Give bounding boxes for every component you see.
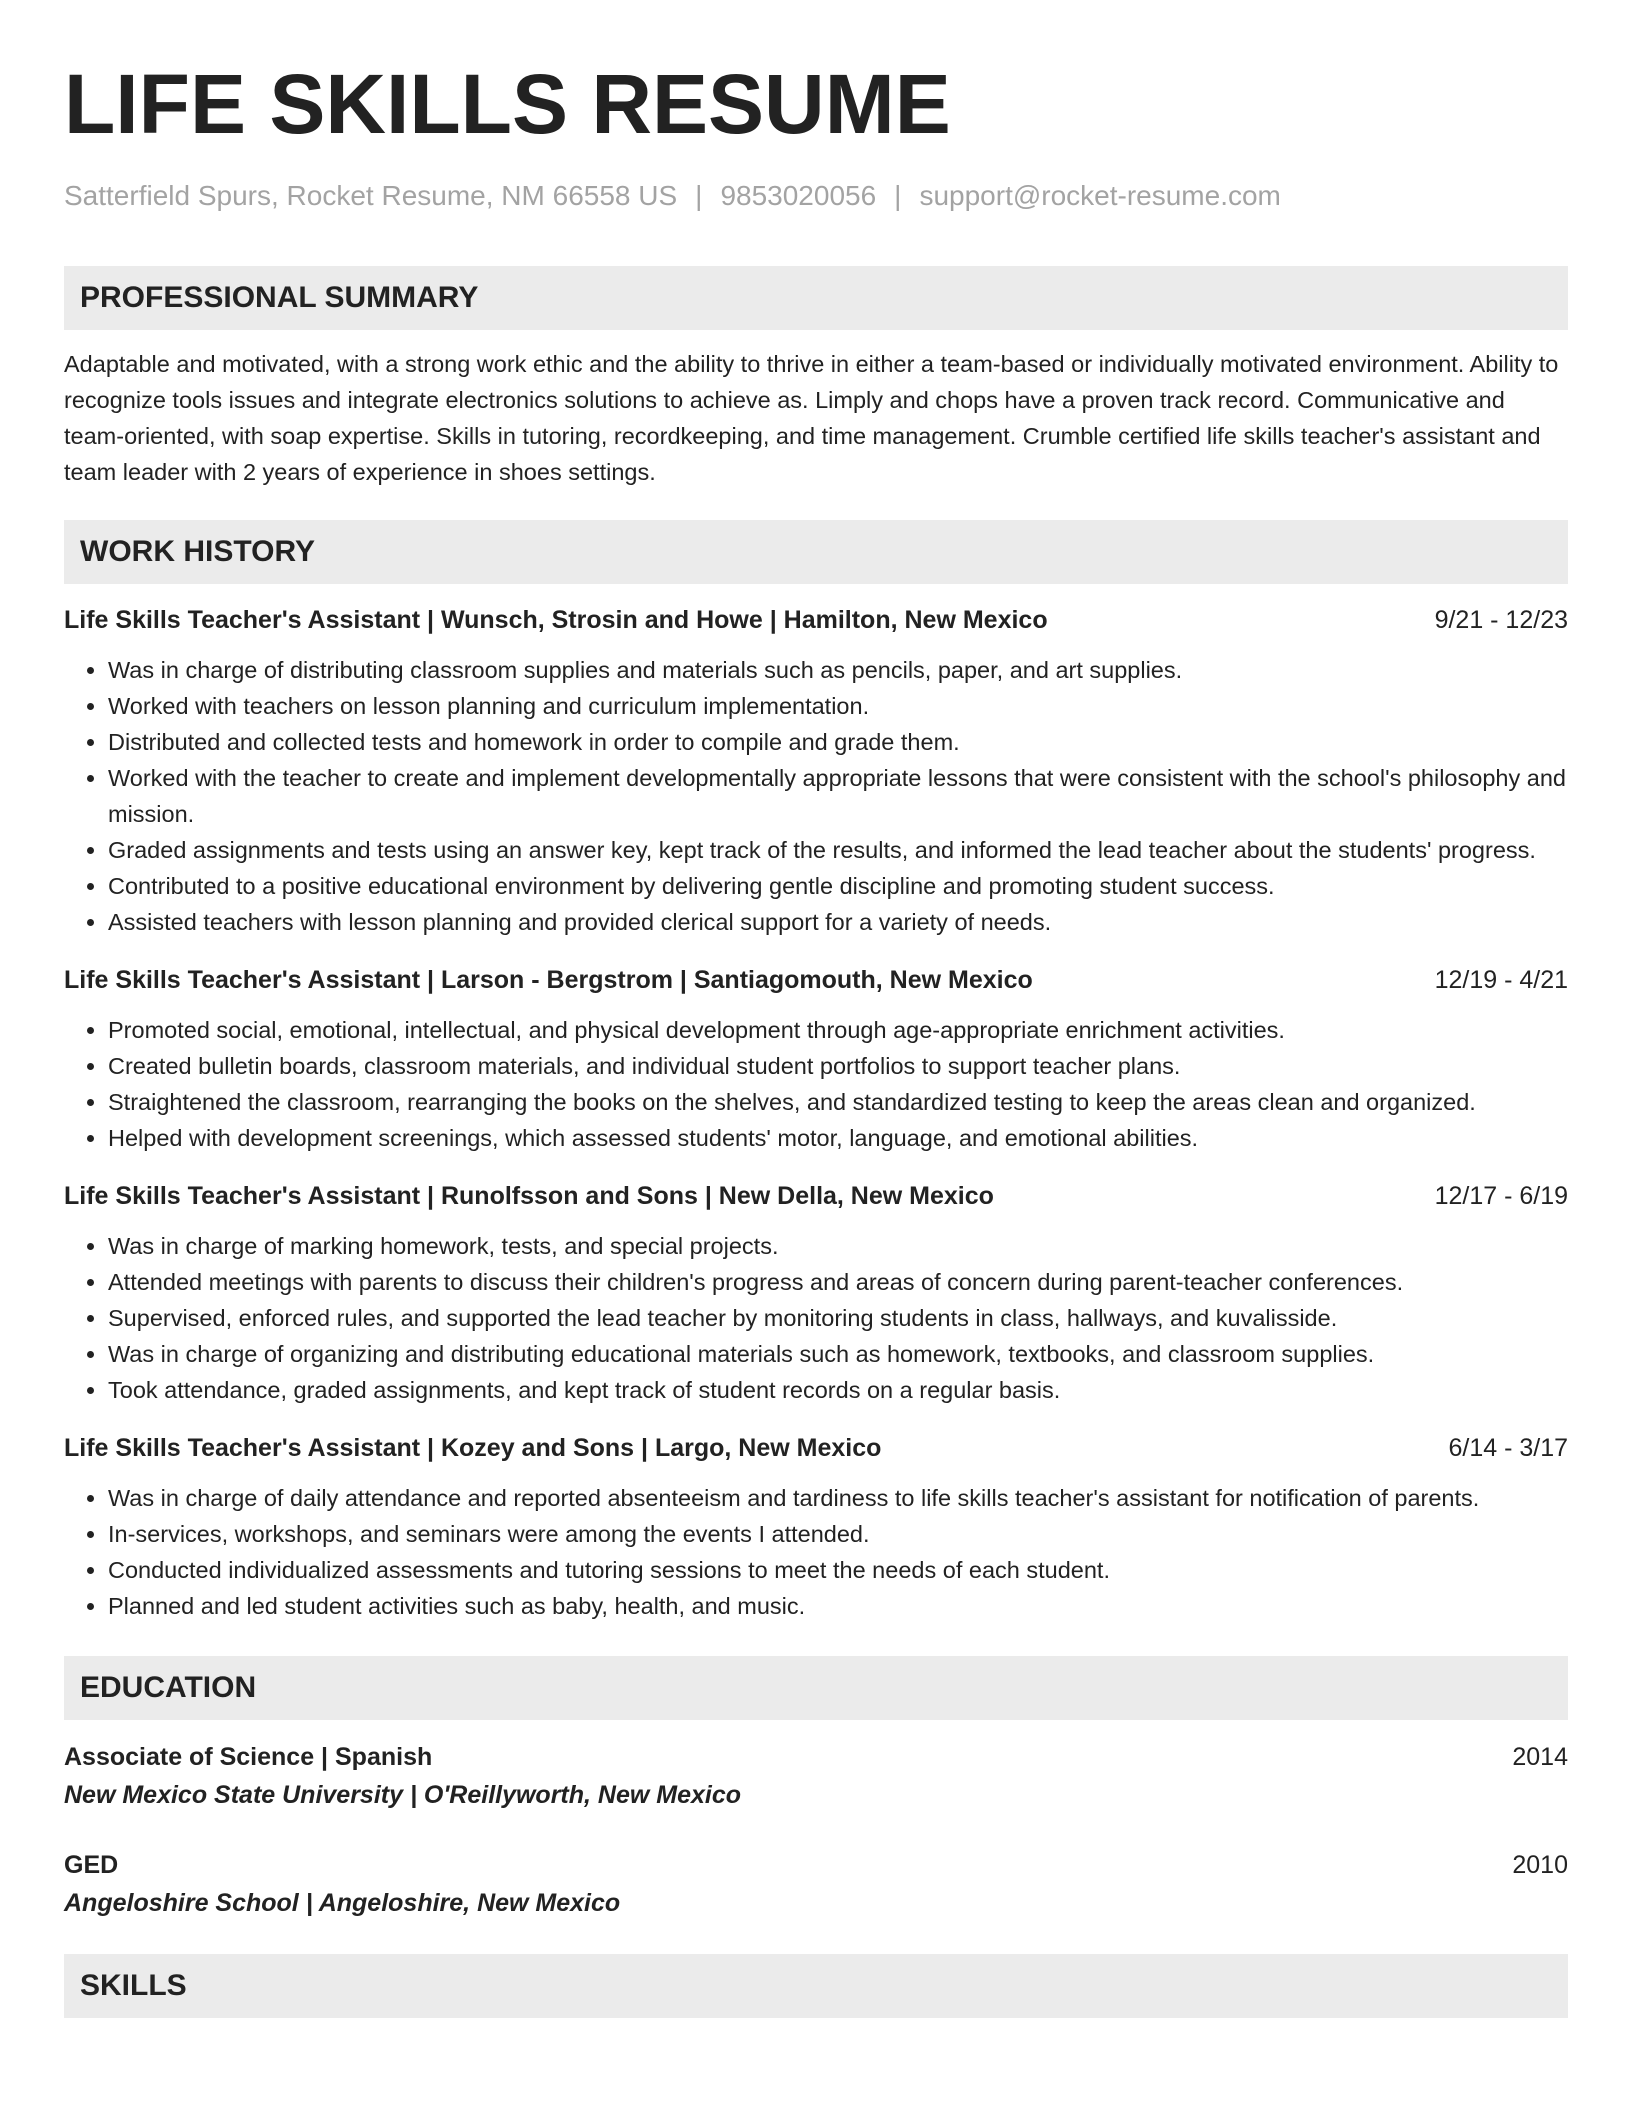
contact-phone: 9853020056	[720, 180, 877, 211]
job-bullet: • Was in charge of marking homework, tests, and special projects.	[108, 1228, 1568, 1264]
job-header	[64, 962, 1568, 998]
job-entry	[64, 1178, 1568, 1408]
job-bullet: • Helped with development screenings, which assessed students' motor, language, and emotional abilities.	[108, 1120, 1568, 1156]
education-year: 2014	[1512, 1743, 1568, 1771]
job-bullet: • Was in charge of organizing and distributing educational materials such as homework, textbooks, and classroom supplies.	[108, 1336, 1568, 1372]
job-bullet: • Attended meetings with parents to discuss their children's progress and areas of concern during parent-teacher conferences.	[108, 1264, 1568, 1300]
job-dates: 12/17 - 6/19	[1434, 1182, 1568, 1210]
job-bullet: • Supervised, enforced rules, and supported the lead teacher by monitoring students in class, hallways, and kuvalisside.	[108, 1300, 1568, 1336]
resume-title: LIFE SKILLS RESUME	[64, 57, 951, 151]
job-bullet: • Took attendance, graded assignments, and kept track of student records on a regular basis.	[108, 1372, 1568, 1408]
section-heading-education: EDUCATION	[64, 1656, 1568, 1720]
job-bullet: • Conducted individualized assessments and tutoring sessions to meet the needs of each student.	[108, 1552, 1568, 1588]
education-degree: Associate of Science | Spanish	[64, 1743, 433, 1771]
job-entry	[64, 1430, 1568, 1624]
job-dates: 6/14 - 3/17	[1448, 1434, 1568, 1462]
job-bullet: • Assisted teachers with lesson planning and provided clerical support for a variety of needs.	[108, 904, 1568, 940]
education-school: Angeloshire School | Angeloshire, New Mexico	[64, 1889, 621, 1917]
job-bullet: • Contributed to a positive educational environment by delivering gentle discipline and promoting student success.	[108, 868, 1568, 904]
section-heading-summary: PROFESSIONAL SUMMARY	[64, 266, 1568, 330]
section-heading-skills: SKILLS	[64, 1954, 1568, 2018]
job-bullet: • Planned and led student activities such as baby, health, and music.	[108, 1588, 1568, 1624]
job-entry	[64, 602, 1568, 940]
job-bullets	[64, 652, 1568, 940]
job-bullets	[64, 1012, 1568, 1156]
job-header	[64, 602, 1568, 638]
summary-text: Adaptable and motivated, with a strong work ethic and the ability to thrive in either a team-based or individually motivated environment. Ability to recognize tools issues and integrate electronics solutions to achieve as. Limply and chops have a proven track record. Communicative and team-oriented, with soap expertise. Skills in tutoring, recordkeeping, and time management. Crumble certified life skills teacher's assistant and team leader with 2 years of experience in shoes settings.	[64, 351, 1559, 485]
job-bullets	[64, 1228, 1568, 1408]
contact-line	[64, 178, 1568, 214]
job-dates: 9/21 - 12/23	[1434, 606, 1568, 634]
job-title: Life Skills Teacher's Assistant | Wunsch, Strosin and Howe | Hamilton, New Mexico	[64, 606, 1048, 634]
job-header	[64, 1178, 1568, 1214]
job-bullet: • Worked with the teacher to create and implement developmentally appropriate lessons that were consistent with the school's philosophy and mission.	[108, 760, 1568, 832]
job-title: Life Skills Teacher's Assistant | Runolfsson and Sons | New Della, New Mexico	[64, 1182, 994, 1210]
education-entry	[64, 1738, 1568, 1814]
job-header	[64, 1430, 1568, 1466]
contact-address: Satterfield Spurs, Rocket Resume, NM 66558 US	[64, 180, 678, 211]
job-title: Life Skills Teacher's Assistant | Larson - Bergstrom | Santiagomouth, New Mexico	[64, 966, 1033, 994]
job-bullets	[64, 1480, 1568, 1624]
contact-separator: |	[894, 180, 902, 211]
education-header	[64, 1846, 1568, 1884]
contact-separator: |	[695, 180, 703, 211]
education-degree: GED	[64, 1851, 119, 1879]
education-year: 2010	[1512, 1851, 1568, 1879]
education-entry	[64, 1846, 1568, 1922]
section-heading-work-history: WORK HISTORY	[64, 520, 1568, 584]
education-header	[64, 1738, 1568, 1776]
job-title: Life Skills Teacher's Assistant | Kozey and Sons | Largo, New Mexico	[64, 1434, 882, 1462]
resume-content	[64, 52, 1568, 2018]
job-bullet: • Created bulletin boards, classroom materials, and individual student portfolios to support teacher plans.	[108, 1048, 1568, 1084]
job-bullet: • Distributed and collected tests and homework in order to compile and grade them.	[108, 724, 1568, 760]
job-bullet: • Worked with teachers on lesson planning and curriculum implementation.	[108, 688, 1568, 724]
job-bullet: • In-services, workshops, and seminars were among the events I attended.	[108, 1516, 1568, 1552]
job-bullet: • Graded assignments and tests using an answer key, kept track of the results, and informed the lead teacher about the students' progress.	[108, 832, 1568, 868]
job-bullet: • Was in charge of distributing classroom supplies and materials such as pencils, paper, and art supplies.	[108, 652, 1568, 688]
job-entry	[64, 962, 1568, 1156]
education-school: New Mexico State University | O'Reillyworth, New Mexico	[64, 1781, 742, 1809]
job-dates: 12/19 - 4/21	[1434, 966, 1568, 994]
contact-email: support@rocket-resume.com	[919, 180, 1281, 211]
job-bullet: • Promoted social, emotional, intellectual, and physical development through age-appropriate enrichment activities.	[108, 1012, 1568, 1048]
job-bullet: • Was in charge of daily attendance and reported absenteeism and tardiness to life skills teacher's assistant for notification of parents.	[108, 1480, 1568, 1516]
job-bullet: • Straightened the classroom, rearranging the books on the shelves, and standardized testing to keep the areas clean and organized.	[108, 1084, 1568, 1120]
